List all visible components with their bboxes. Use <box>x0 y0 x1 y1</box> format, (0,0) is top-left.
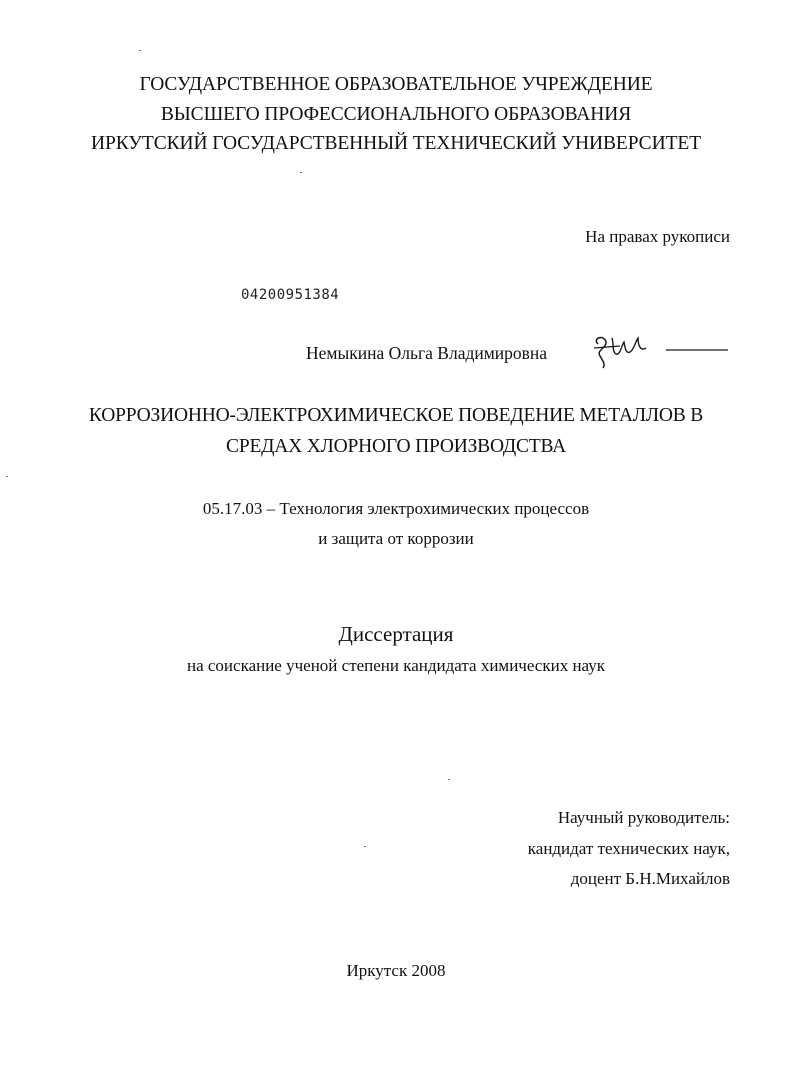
supervisor-label: Научный руководитель: <box>557 808 730 827</box>
degree-line: на соискание ученой степени кандидата химических наук <box>186 656 605 675</box>
document-type: Диссертация <box>338 622 454 646</box>
scan-speck <box>6 476 8 477</box>
archive-number: 04200951384 <box>241 287 340 303</box>
dissertation-title-line-1: КОРРОЗИОННО-ЭЛЕКТРОХИМИЧЕСКОЕ ПОВЕДЕНИЕ МЕТАЛЛОВ В <box>88 405 704 426</box>
author-name: Немыкина Ольга Владимировна <box>306 343 548 363</box>
signature <box>590 330 730 370</box>
dissertation-title-line-2: СРЕДАХ ХЛОРНОГО ПРОИЗВОДСТВА <box>226 436 566 457</box>
specialty-line-2: и защита от коррозии <box>318 529 474 548</box>
manuscript-note: На правах рукописи <box>585 227 730 246</box>
supervisor-degree: кандидат технических наук, <box>527 839 730 858</box>
scan-speck <box>300 172 302 173</box>
institution-line-1: ГОСУДАРСТВЕННОЕ ОБРАЗОВАТЕЛЬНОЕ УЧРЕЖДЕНИЕ <box>139 74 653 95</box>
scan-speck <box>448 779 450 780</box>
specialty-line-1: 05.17.03 – Технология электрохимических процессов <box>202 499 590 518</box>
scan-speck <box>364 846 366 847</box>
institution-line-2: ВЫСШЕГО ПРОФЕССИОНАЛЬНОГО ОБРАЗОВАНИЯ <box>160 104 632 125</box>
supervisor-name: доцент Б.Н.Михайлов <box>570 869 730 888</box>
scan-speck <box>139 50 141 51</box>
city-year: Иркутск 2008 <box>346 961 446 980</box>
institution-line-3: ИРКУТСКИЙ ГОСУДАРСТВЕННЫЙ ТЕХНИЧЕСКИЙ УНИВЕРСИТЕТ <box>90 133 702 154</box>
